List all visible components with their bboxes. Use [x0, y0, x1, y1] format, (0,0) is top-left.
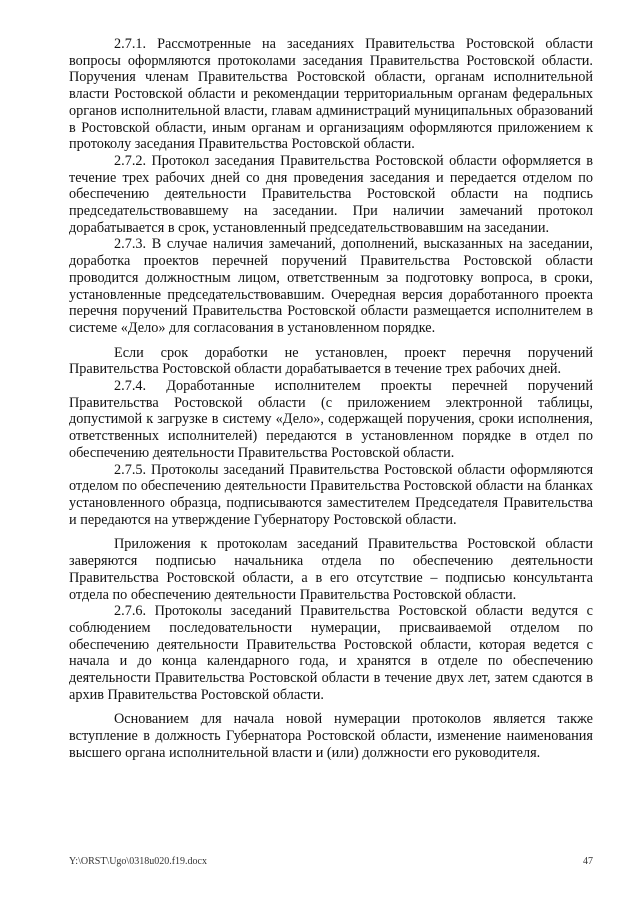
paragraph-2-7-6-numbering: Основанием для начала новой нумерации протоколов является также вступление в должность Губернатора Ростовской области, изменение наименования высшего органа исполнительной власти и (или) должности его руководителя.: [69, 711, 593, 761]
page-number: 47: [583, 856, 593, 867]
paragraph-2-7-5: 2.7.5. Протоколы заседаний Правительства Ростовской области оформляются отделом по обеспечению деятельности Правительства Ростовской области на бланках установленного образца, подписываются заместителем Председателя Правительства и передаются на утверждение Губернатору Ростовской области.: [69, 461, 593, 528]
paragraph-2-7-3: 2.7.3. В случае наличия замечаний, дополнений, высказанных на заседании, доработка проектов перечней поручений Правительства Ростовской области проводится должностным лицом, ответственным за подготовку вопроса, в сроки, установленные председательствовавшим. Очередная версия доработанного проекта перечня поручений Правительства Ростовской области размещается исполнителем в системе «Дело» для согласования в установленном порядке.: [69, 236, 593, 336]
paragraph-2-7-1: 2.7.1. Рассмотренные на заседаниях Правительства Ростовской области вопросы оформляются протоколами заседания Правительства Ростовской области. Поручения членам Правительства Ростовской области, органам исполнительной власти Ростовской области и рекомендации территориальным органам федеральных органов исполнительной власти, главам администраций муниципальных образований в Ростовской области, иным органам и организациям оформляются приложением к протоколу заседания Правительства Ростовской области.: [69, 36, 593, 153]
document-page: [69, 36, 593, 762]
file-path: Y:\ORST\Ugo\0318u020.f19.docx: [69, 856, 207, 867]
paragraph-2-7-5-attachments: Приложения к протоколам заседаний Правительства Ростовской области заверяются подписью начальника отдела по обеспечению деятельности Правительства Ростовской области, а в его отсутствие – подписью консультанта отдела по обеспечению деятельности Правительства Ростовской области.: [69, 536, 593, 603]
paragraph-2-7-3-deadline: Если срок доработки не установлен, проект перечня поручений Правительства Ростовской области дорабатывается в течение трех рабочих дней.: [69, 344, 593, 378]
paragraph-2-7-2: 2.7.2. Протокол заседания Правительства Ростовской области оформляется в течение трех рабочих дней со дня проведения заседания и передается отделом по обеспечению деятельности Правительства Ростовской области на подпись председательствовавшему на заседании. При наличии замечаний протокол дорабатывается в срок, установленный председательствовавшим на заседании.: [69, 152, 593, 236]
paragraph-2-7-6: 2.7.6. Протоколы заседаний Правительства Ростовской области ведутся с соблюдением последовательности нумерации, присваиваемой отделом по обеспечению деятельности Правительства Ростовской области, которая ведется с начала и до конца календарного года, и хранятся в отделе по обеспечению деятельности Правительства Ростовской области в течение двух лет, затем сдаются в архив Правительства Ростовской области.: [69, 603, 593, 703]
paragraph-2-7-4: 2.7.4. Доработанные исполнителем проекты перечней поручений Правительства Ростовской области (с приложением электронной таблицы, допустимой к загрузке в систему «Дело», содержащей поручения, сроки исполнения, ответственных исполнителей) передаются в установленном порядке в отдел по обеспечению деятельности Правительства Ростовской области.: [69, 378, 593, 461]
